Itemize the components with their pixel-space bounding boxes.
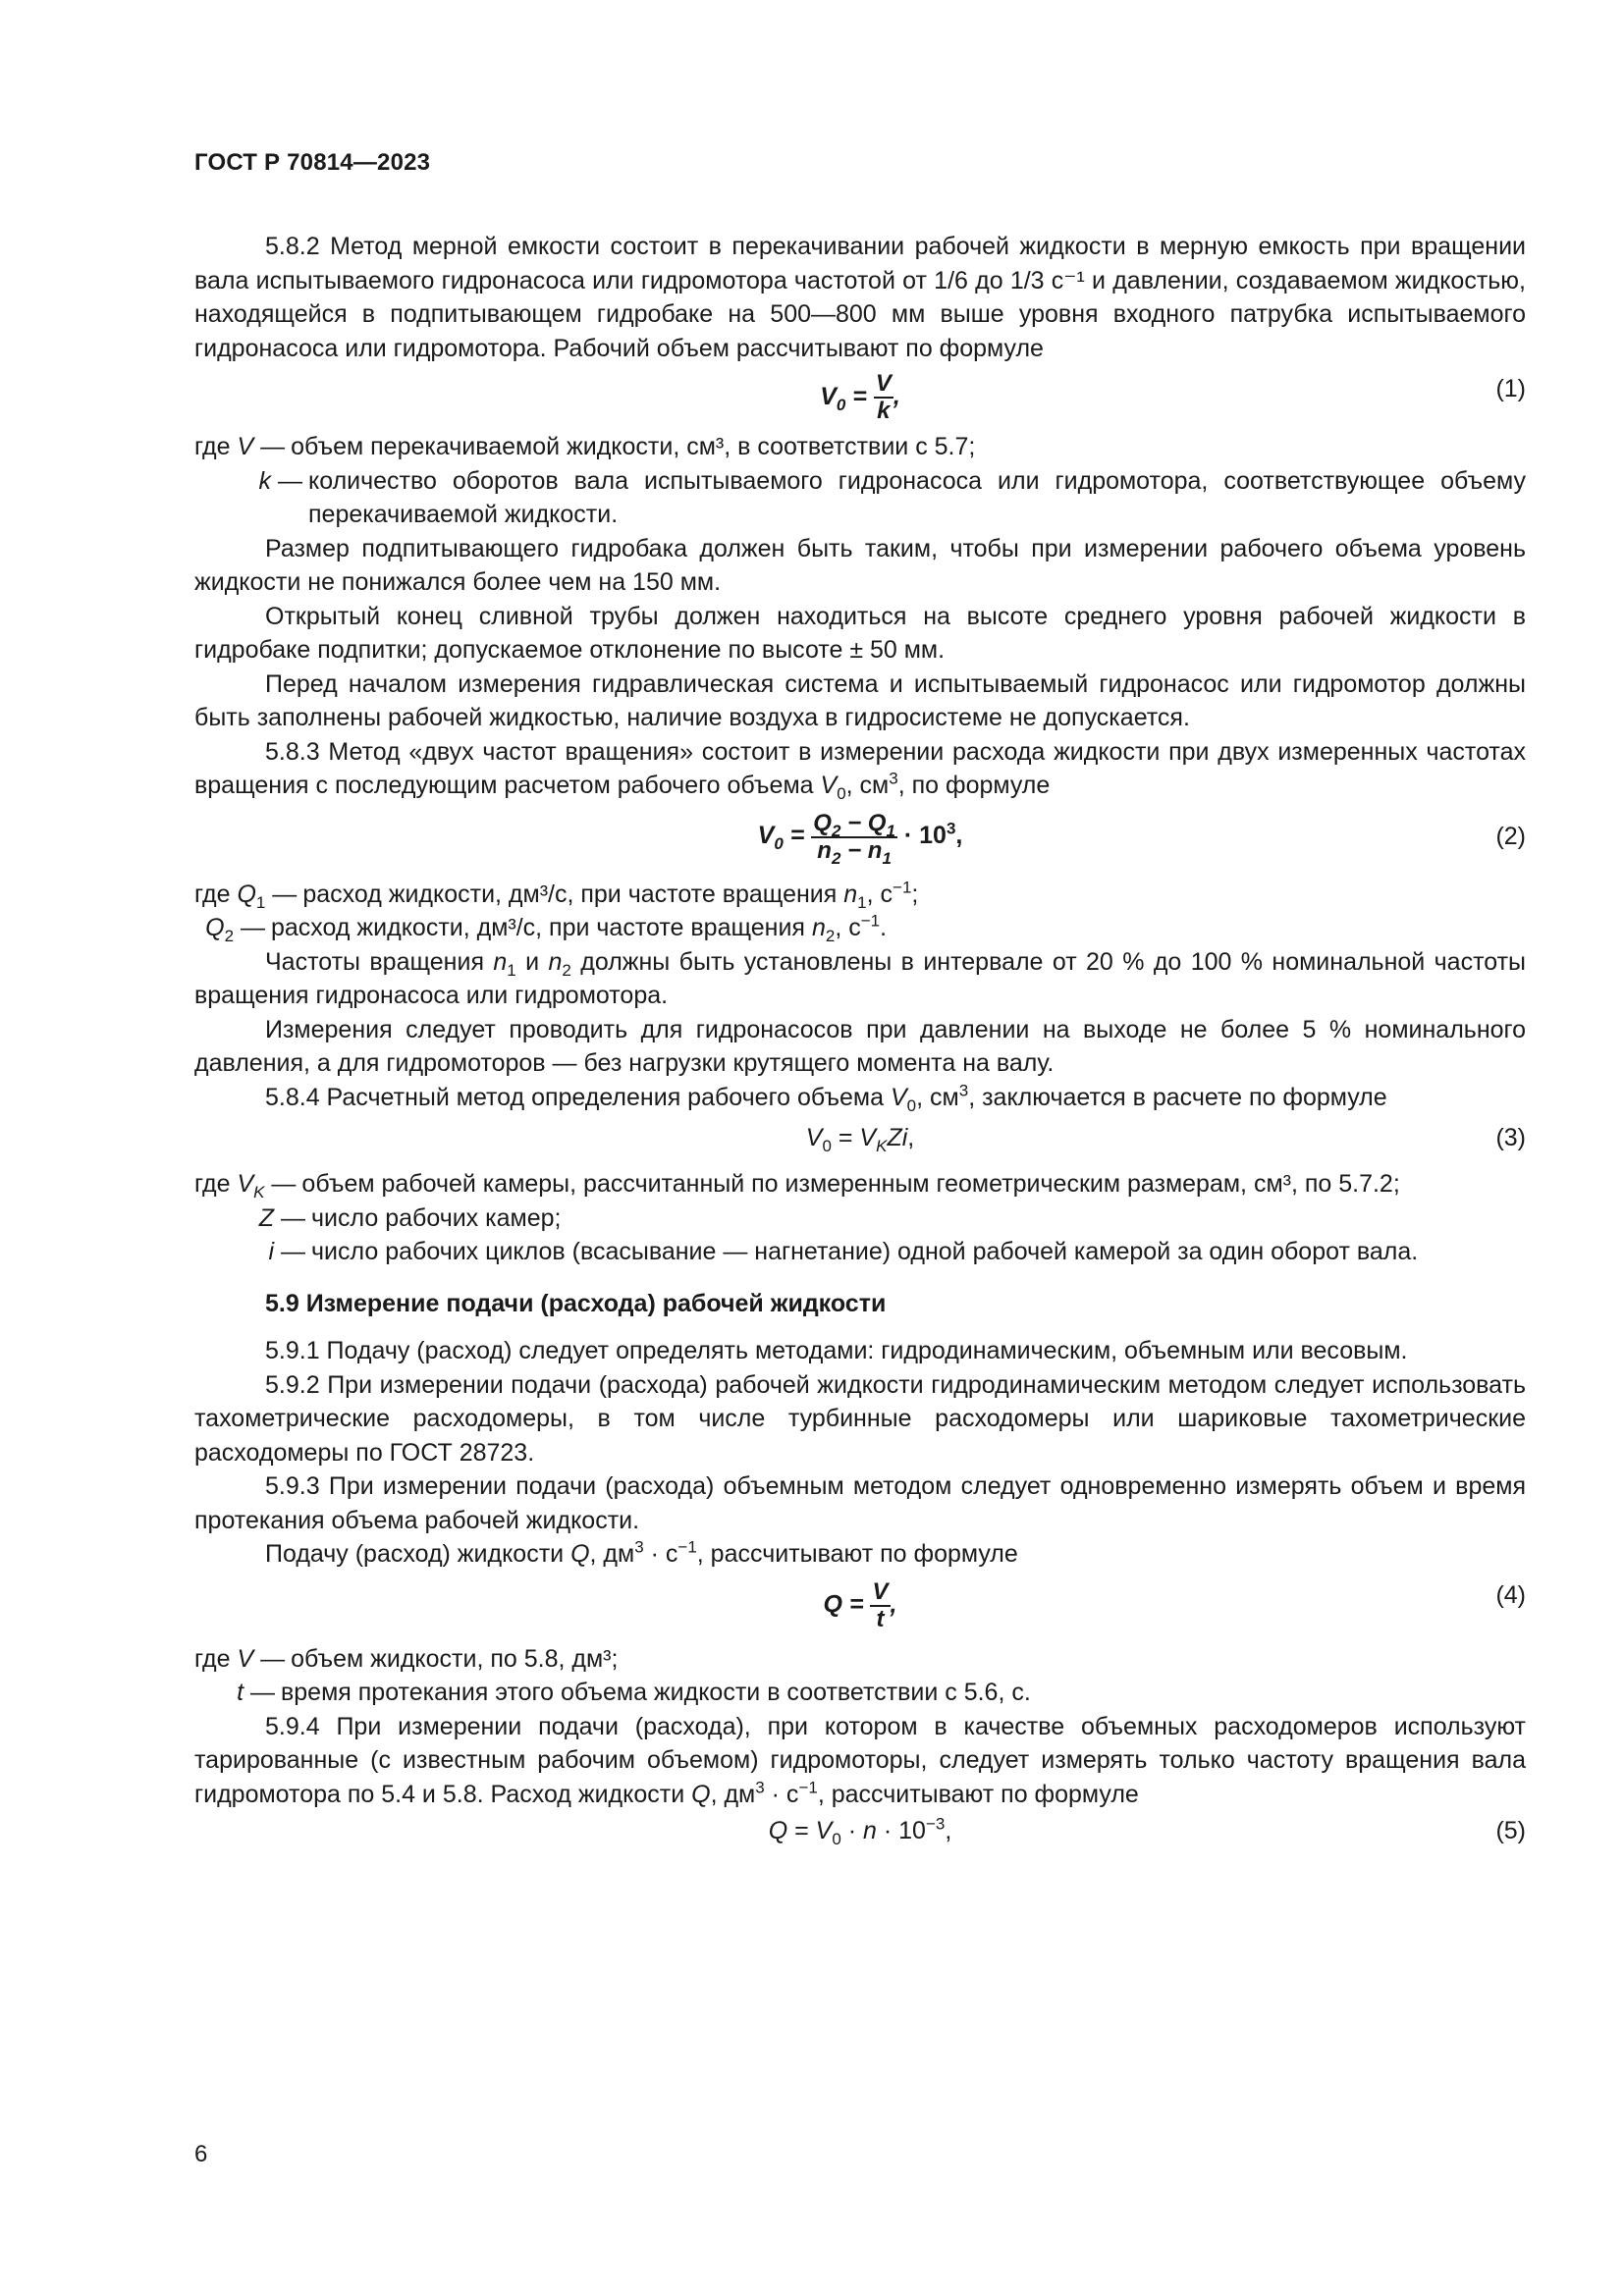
- paragraph-measurements: Измерения следует проводить для гидронасосов при давлении на выходе не более 5 % номинального давления, а для гидромоторов — без нагрузки крутящего момента на валу.: [194, 1015, 1526, 1077]
- paragraph-5-9-1: 5.9.1 Подачу (расход) следует определять методами: гидродинамическим, объемным или весовым.: [265, 1337, 1408, 1364]
- where-v-2: где V — объем жидкости, по 5.8, дм³;: [194, 1644, 619, 1673]
- standard-header: ГОСТ Р 70814—2023: [194, 149, 431, 176]
- where-v: где V — объем перекачиваемой жидкости, см³, в соответствии с 5.7;: [194, 433, 976, 460]
- paragraph-flow: Подачу (расход) жидкости Q, $дм^3 \cdot с^{-1}$, рассчитывают по формуле: [265, 1537, 1018, 1568]
- formula-1: $V_0$ = $\frac{V}{k}$ , (1): [820, 370, 1526, 424]
- where-t: t — время протекания этого объема жидкости в соответствии с 5.6, с.: [237, 1679, 1031, 1706]
- paragraph-5-9-2: 5.9.2 При измерении подачи (расхода) рабочей жидкости гидродинамическим методом следует использовать тахометрические расходомеры, в том числе турбинные расходомеры или шариковые тахометрические расходомеры по ГОСТ 28723.: [194, 1370, 1526, 1467]
- where-q2: $Q_2$ — расход жидкости, дм³/с, при частоте вращения $n_2$, $с^{-1}$.: [205, 911, 888, 945]
- formula-2-number: (2): [1495, 822, 1526, 850]
- paragraph-5-9-4: 5.9.4 При измерении подачи (расхода), при котором в качестве объемных расходомеров используют тарированные (с известным рабочим объемом) гидромоторы, следует измерять только частоту вращения вала гидромотора по 5.4 и 5.8. Расход жидкости Q, $дм^3 \cdot с^{-1}$, рассчитывают по формуле: [194, 1712, 1526, 1808]
- where-z: Z — число рабочих камер;: [258, 1203, 562, 1232]
- where-q1: где $Q_1$ — расход жидкости, дм³/с, при частоте вращения $n_1$, $с^{-1}$;: [194, 878, 919, 912]
- formula-5: $Q = V_0 \cdot n \cdot 10^{-3}$, (5): [768, 1814, 1526, 1848]
- page-body: [194, 230, 1526, 1860]
- paragraph-5-8-4: 5.8.4 Расчетный метод определения рабочего объема $V_0$, $см^3$, заключается в расчете по формуле: [265, 1081, 1387, 1115]
- paragraph-frequencies: Частоты вращения $n_1$ и $n_2$ должны быть установлены в интервале от 20 % до 100 % номинальной частоты вращения гидронасоса или гидромотора.: [194, 947, 1527, 1009]
- paragraph-tank-size: Размер подпитывающего гидробака должен быть таким, чтобы при измерении рабочего объема уровень жидкости не понижался более чем на 150 мм.: [194, 534, 1526, 596]
- formula-2: $V_0$ = $\frac{Q_2 - Q_1}{n_2 - n_1}$ · $10^3$, (2): [757, 809, 1526, 868]
- where-vk: где $V_K$ — объем рабочей камеры, рассчитанный по измеренным геометрическим размерам, см³, по 5.7.2;: [194, 1170, 1400, 1201]
- formula-3-number: (3): [1495, 1124, 1526, 1151]
- formula-4-number: (4): [1495, 1580, 1526, 1609]
- paragraph-5-8-3: 5.8.3 Метод «двух частот вращения» состоит в измерении расхода жидкости при двух измеренных частотах вращения с последующим расчетом рабочего объема $V_0$, $см^3$, по формуле: [194, 737, 1526, 803]
- formula-3: $V_0 = V_KZi$, (3): [805, 1124, 1526, 1155]
- formula-5-number: (5): [1495, 1817, 1526, 1844]
- page-number: 6: [194, 2141, 208, 2167]
- paragraph-5-9-3: 5.9.3 При измерении подачи (расхода) объемным методом следует одновременно измерять объем и время протекания объема рабочей жидкости.: [194, 1472, 1526, 1534]
- where-k: k — количество оборотов вала испытываемого гидронасоса или гидромотора, соответствующее объему перекачиваемой жидкости.: [258, 466, 1526, 528]
- where-i: i — число рабочих циклов (всасывание — нагнетание) одной рабочей камерой за один оборот вала.: [268, 1238, 1419, 1265]
- paragraph-open-end: Открытый конец сливной трубы должен находиться на высоте среднего уровня рабочей жидкости в гидробаке подпитки; допускаемое отклонение по высоте ± 50 мм.: [194, 602, 1526, 664]
- paragraph-5-8-2: 5.8.2 Метод мерной емкости состоит в перекачивании рабочей жидкости в мерную емкость при вращении вала испытываемого гидронасоса или гидромотора частотой от 1/6 до 1/3 с⁻¹ и давлении, создаваемом жидкостью, находящейся в подпитывающем гидробаке на 500—800 мм выше уровня входного патрубка испытываемого гидронасоса или гидромотора. Рабочий объем рассчитывают по формуле: [194, 233, 1526, 362]
- section-title-5-9: 5.9 Измерение подачи (расхода) рабочей жидкости: [265, 1289, 887, 1317]
- formula-1-number: (1): [1495, 375, 1526, 402]
- paragraph-before: Перед началом измерения гидравлическая система и испытываемый гидронасос или гидромотор должны быть заполнены рабочей жидкостью, наличие воздуха в гидросистеме не допускается.: [194, 669, 1526, 731]
- formula-4: Q = $\frac{V}{t}$ , (4): [823, 1577, 1526, 1632]
